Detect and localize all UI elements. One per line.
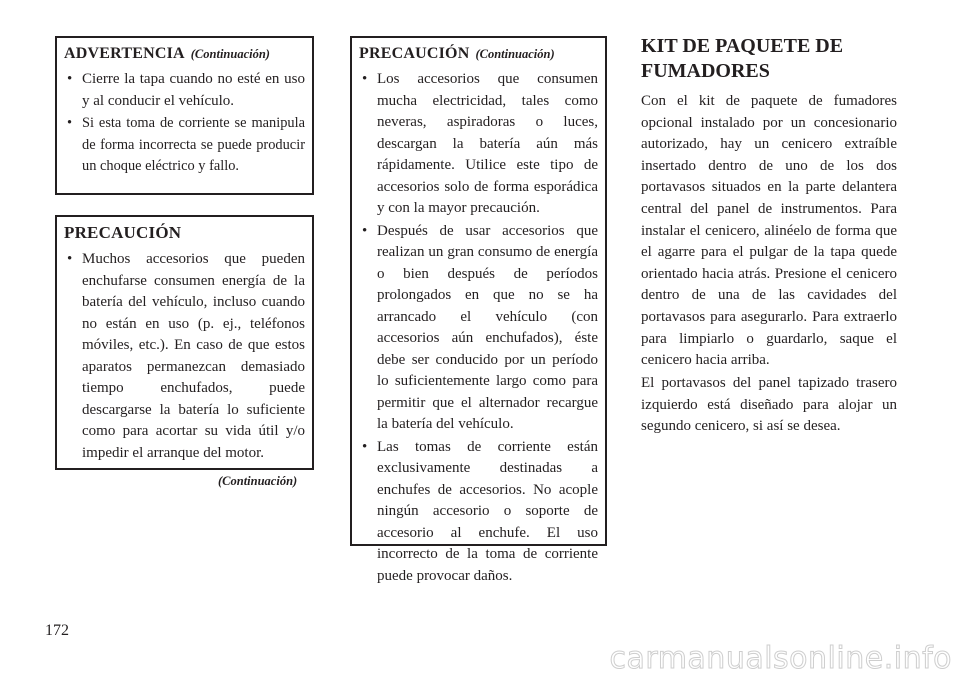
continuation-label: (Continuación) — [190, 47, 270, 61]
section-paragraph-1: Con el kit de paquete de fumadores opcional instalado por un concesionario autorizado, hay un cenicero extraíble insertado dentro de uno de los dos portavasos situados en la parte delantera central del panel de instrumentos. Para instalar el cenicero, alinéelo de forma que el agarre para el pulgar de la tapa quede orientado hacia atrás. Presione el cenicero dentro de una de las cavidades del portavasos para asegurarlo. Para extraerlo para limpiarlo o guardarlo, saque el cenicero hacia arriba. — [641, 93, 897, 369]
caution-box-1 — [55, 215, 314, 470]
page-number: 172 — [45, 622, 69, 639]
caution-title-text: PRECAUCIÓN — [359, 45, 470, 62]
warning-title-text: ADVERTENCIA — [64, 45, 185, 62]
watermark: carmanualsonline.info — [609, 641, 952, 676]
warning-list — [64, 69, 305, 178]
caution-title: PRECAUCIÓN — [64, 223, 182, 242]
list-item: • Después de usar accesorios que realizan un gran consumo de energía o bien después de períodos prolongados en que no se ha arrancado el vehículo (con accesorios aún enchufados), éste debe ser conducido por un período lo suficientemente largo como para permitir que el alternador recargue la batería del vehículo. — [359, 221, 598, 436]
warning-box — [55, 36, 314, 195]
section-title: KIT DE PAQUETE DE FUMADORES — [641, 35, 844, 82]
warning-title — [64, 44, 305, 64]
caution-list — [359, 69, 598, 587]
list-item: • Los accesorios que consumen mucha electricidad, tales como neveras, aspiradoras o luces, descargan la batería aún más rápidamente. Utilice este tipo de accesorios solo de forma esporádica y con la mayor precaución. — [359, 69, 598, 220]
list-item: • Cierre la tapa cuando no esté en uso y al conducir el vehículo. — [64, 69, 305, 112]
section-paragraph-2: El portavasos del panel tapizado trasero izquierdo está diseñado para alojar un segundo cenicero, si así se desea. — [641, 375, 897, 435]
continuation-label: (Continuación) — [475, 47, 555, 61]
caution-box-2 — [350, 36, 607, 584]
continuation-footer: (Continuación) — [218, 474, 298, 488]
list-item: • Las tomas de corriente están exclusivamente destinadas a enchufes de accesorios. No acople ningún accesorio o soporte de accesorio al enchufe. El uso incorrecto de la toma de corriente puede provocar daños. — [359, 437, 598, 588]
list-item: • Si esta toma de corriente se manipula de forma incorrecta se puede producir un choque eléctrico y fallo. — [64, 113, 305, 178]
caution-list — [64, 249, 305, 464]
caution-title-continued — [359, 44, 598, 64]
list-item: • Muchos accesorios que pueden enchufarse consumen energía de la batería del vehículo, incluso cuando no están en uso (p. ej., teléfonos móviles, etc.). En caso de que estos aparatos permanezcan demasiado tiempo enchufados, puede descargarse la batería lo suficiente como para acortar su vida útil y/o impedir el arranque del motor. — [64, 249, 305, 464]
